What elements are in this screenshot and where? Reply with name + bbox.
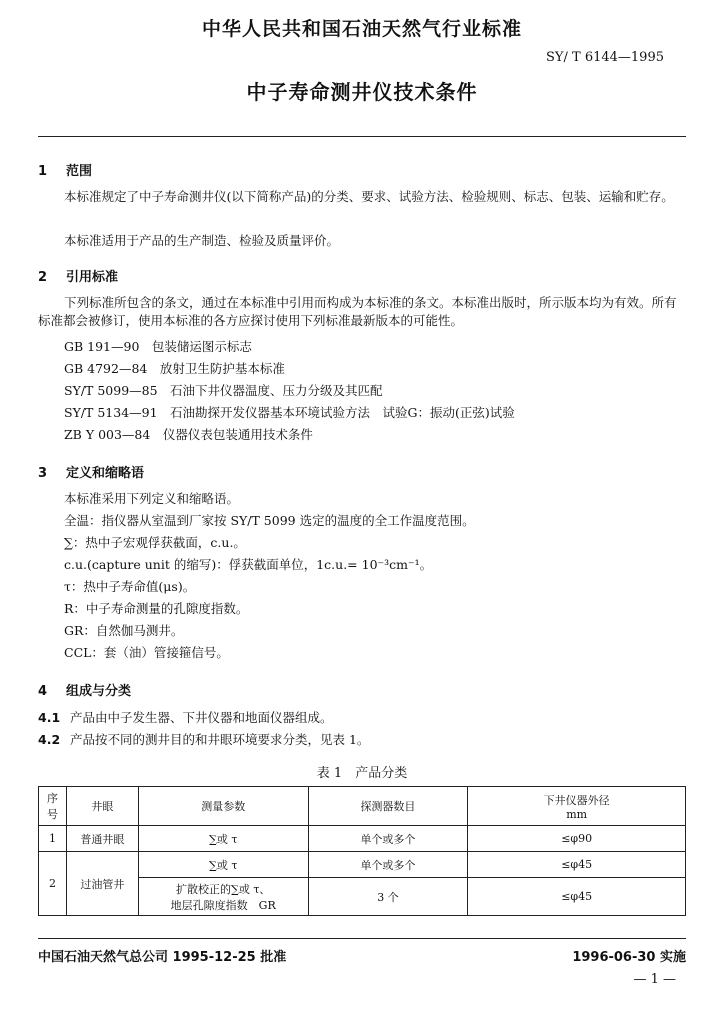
subsection-4-2-number: 4.2 [38,732,61,747]
section-3-heading [38,462,144,481]
table-cell-line: 扩散校正的∑或 τ、 [176,882,271,896]
implementation-date: 1996-06-30 实施 [572,950,686,965]
reference-item: GB 4792—84 放射卫生防护基本标准 [64,361,285,376]
header-divider [38,136,686,137]
table-cell: 3 个 [308,878,468,916]
product-classification-table [38,786,686,916]
header-cell-line: 下井仪器外径 [543,793,610,807]
table-cell: 单个或多个 [308,826,468,852]
section-1-paragraph-1: 本标准规定了中子寿命测井仪(以下简称产品)的分类、要求、试验方法、检验规则、标志、包装、运输和贮存。 [64,189,674,204]
table-cell: 2 [39,852,67,916]
reference-item: SY/T 5134—91 石油勘探开发仪器基本环境试验方法 试验G：振动(正弦)试验 [64,405,515,420]
definition-item: GR：自然伽马测井。 [64,623,184,638]
table-cell: 1 [39,826,67,852]
section-4-number: 4 [38,684,48,699]
table-cell: ∑或 τ [138,852,308,878]
section-2-number: 2 [38,270,48,285]
reference-item: SY/T 5099—85 石油下井仪器温度、压力分级及其匹配 [64,383,383,398]
section-2-paragraph-1: 下列标准所包含的条文，通过在本标准中引用而构成为本标准的条文。本标准出版时，所示版本均为有效。所有标准都会被修订，使用本标准的各方应探讨使用下列标准最新版本的可能性。 [38,295,677,328]
section-1-number: 1 [38,164,48,179]
definition-item: 全温：指仪器从室温到厂家按 SY/T 5099 选定的温度的全工作温度范围。 [64,513,475,528]
section-2-heading [38,266,118,285]
subsection-4-2-text: 产品按不同的测井目的和井眼环境要求分类，见表 1。 [70,732,370,747]
section-1-paragraph-2: 本标准适用于产品的生产制造、检验及质量评价。 [64,233,340,248]
table-cell: ≤φ45 [468,852,686,878]
section-3-number: 3 [38,466,48,481]
reference-item: ZB Y 003—84 仪器仪表包装通用技术条件 [64,427,313,442]
header-cell: 探测器数目 [308,787,468,826]
table-cell: ∑或 τ [138,826,308,852]
table-caption: 表 1 产品分类 [316,766,408,781]
reference-item: GB 191—90 包装储运图示标志 [64,339,252,354]
subsection-4-1 [38,708,333,726]
section-4-title: 组成与分类 [66,684,132,699]
table-row [39,826,686,852]
definition-item: R：中子寿命测量的孔隙度指数。 [64,601,249,616]
table-cell: ≤φ90 [468,826,686,852]
definition-item: ∑：热中子宏观俘获截面，c.u.。 [64,535,246,550]
section-3-title: 定义和缩略语 [66,466,145,481]
section-2-title: 引用标准 [66,270,119,285]
table-cell: 单个或多个 [308,852,468,878]
header-cell: 井眼 [66,787,138,826]
subsection-4-2 [38,730,369,748]
header-cell: 序号 [39,787,67,826]
definition-item: τ：热中子寿命值(μs)。 [64,579,196,594]
approval-date: 中国石油天然气总公司 1995-12-25 批准 [38,950,287,965]
subsection-4-1-text: 产品由中子发生器、下井仪器和地面仪器组成。 [70,710,333,725]
section-3-paragraph-1: 本标准采用下列定义和缩略语。 [64,491,240,506]
table-header-row [39,787,686,826]
header-cell [468,787,686,826]
definition-item: c.u.(capture unit 的缩写)：俘获截面单位，1c.u.= 10⁻³cm⁻¹。 [64,557,433,572]
subsection-4-1-number: 4.1 [38,710,61,725]
table-cell-line: 地层孔隙度指数 GR [170,898,276,912]
header-cell-unit: mm [566,807,588,821]
table-cell [138,878,308,916]
table-cell: 普通井眼 [66,826,138,852]
table-cell: ≤φ45 [468,878,686,916]
org-title: 中华人民共和国石油天然气行业标准 [201,18,522,40]
section-1-heading [38,160,92,179]
page-number: — 1 — [633,972,676,987]
table-cell: 过油管井 [66,852,138,916]
table-row [39,852,686,878]
definition-item: CCL：套（油）管接箍信号。 [64,645,229,660]
document-title: 中子寿命测井仪技术条件 [246,80,478,104]
section-1-title: 范围 [66,164,93,179]
header-cell: 测量参数 [138,787,308,826]
footer-divider [38,938,686,939]
section-4-heading [38,680,131,699]
standard-code: SY/ T 6144—1995 [546,50,664,65]
